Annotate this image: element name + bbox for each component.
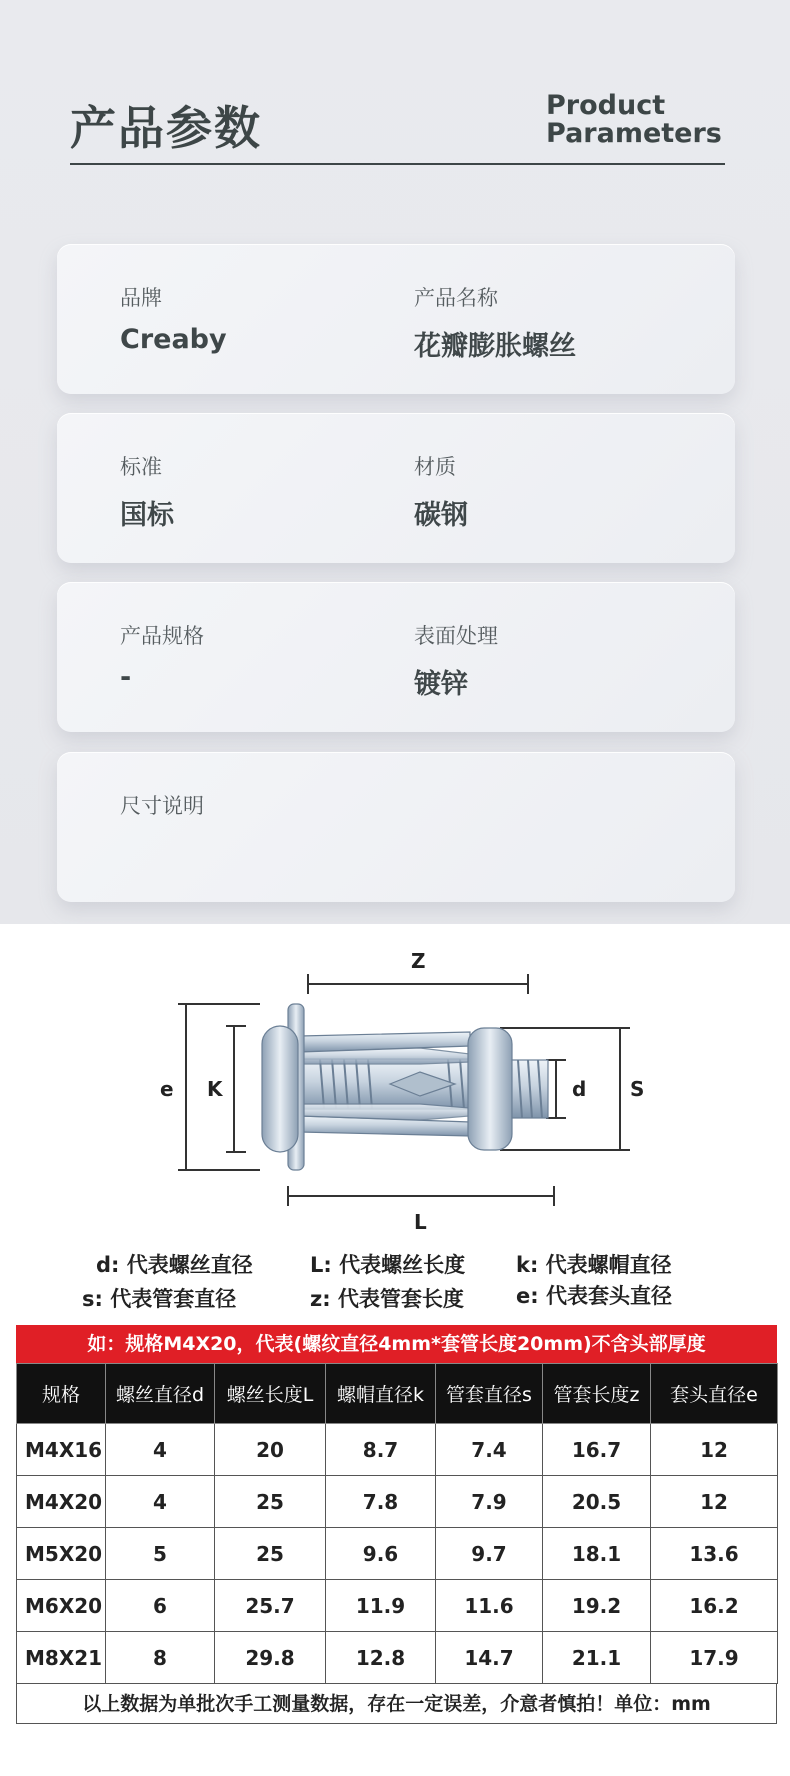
table-cell: 29.8: [215, 1632, 326, 1684]
spec-table: [16, 1363, 778, 1684]
param-size-note: [120, 790, 204, 820]
param-material: [414, 451, 468, 532]
column-header: 管套长度z: [543, 1364, 651, 1424]
title-divider: [70, 163, 725, 165]
table-cell: 19.2: [543, 1580, 651, 1632]
table-header-row: [17, 1364, 778, 1424]
param-label: 尺寸说明: [120, 794, 204, 818]
legend-d: d: 代表螺丝直径: [96, 1253, 253, 1277]
param-label: 产品规格: [120, 624, 204, 648]
legend-k: k: 代表螺帽直径: [516, 1253, 672, 1277]
param-card-spec: [57, 582, 735, 732]
dim-k-label: K: [207, 1077, 223, 1101]
table-cell: 12: [651, 1476, 778, 1528]
param-label: 品牌: [120, 286, 162, 310]
table-cell: 12: [651, 1424, 778, 1476]
param-label: 标准: [120, 455, 162, 479]
table-cell: M4X16: [17, 1424, 106, 1476]
table-cell: 7.4: [436, 1424, 543, 1476]
param-value: 镀锌: [414, 669, 468, 700]
table-cell: M4X20: [17, 1476, 106, 1528]
column-header: 管套直径s: [436, 1364, 543, 1424]
spec-table-section: [16, 1325, 777, 1724]
dim-s-label: S: [630, 1077, 645, 1101]
column-header: 螺帽直径k: [326, 1364, 436, 1424]
table-cell: 5: [106, 1528, 215, 1580]
table-cell: 17.9: [651, 1632, 778, 1684]
column-header: 套头直径e: [651, 1364, 778, 1424]
table-cell: 25: [215, 1476, 326, 1528]
table-cell: 11.9: [326, 1580, 436, 1632]
column-header: 螺丝直径d: [106, 1364, 215, 1424]
param-spec: [120, 620, 204, 693]
bolt-illustration: [0, 924, 790, 1304]
param-value: Creaby: [120, 324, 227, 355]
spec-note-bar: 如：规格M4X20，代表(螺纹直径4mm*套管长度20mm)不含头部厚度: [16, 1325, 777, 1363]
param-card-standard: [57, 413, 735, 563]
param-brand: [120, 282, 227, 355]
title-en-line2: Parameters: [546, 118, 722, 149]
legend-e: e: 代表套头直径: [516, 1284, 672, 1308]
table-cell: M5X20: [17, 1528, 106, 1580]
param-card-size: [57, 752, 735, 902]
table-cell: 12.8: [326, 1632, 436, 1684]
table-row: [17, 1476, 778, 1528]
table-footer-note: 以上数据为单批次手工测量数据，存在一定误差，介意者慎拍！单位：mm: [16, 1684, 777, 1724]
table-cell: 21.1: [543, 1632, 651, 1684]
table-cell: M8X21: [17, 1632, 106, 1684]
param-product-name: [414, 282, 576, 363]
table-cell: 8: [106, 1632, 215, 1684]
param-value: 碳钢: [414, 500, 468, 531]
table-cell: 4: [106, 1424, 215, 1476]
table-cell: 20.5: [543, 1476, 651, 1528]
table-cell: 9.6: [326, 1528, 436, 1580]
section-title-english: [546, 92, 724, 148]
table-cell: 9.7: [436, 1528, 543, 1580]
table-cell: 6: [106, 1580, 215, 1632]
dimension-diagram: [0, 924, 790, 1311]
table-cell: 13.6: [651, 1528, 778, 1580]
column-header: 规格: [17, 1364, 106, 1424]
legend-l: L: 代表螺丝长度: [310, 1253, 466, 1277]
table-cell: 25.7: [215, 1580, 326, 1632]
table-cell: 16.7: [543, 1424, 651, 1476]
legend-s: s: 代表管套直径: [82, 1287, 237, 1311]
table-row: [17, 1424, 778, 1476]
legend-z: z: 代表管套长度: [310, 1287, 464, 1311]
param-surface: [414, 620, 498, 701]
table-cell: 14.7: [436, 1632, 543, 1684]
param-label: 产品名称: [414, 286, 498, 310]
param-label: 材质: [414, 455, 456, 479]
dim-z-label: Z: [411, 949, 426, 973]
table-cell: M6X20: [17, 1580, 106, 1632]
param-label: 表面处理: [414, 624, 498, 648]
table-cell: 20: [215, 1424, 326, 1476]
title-en-line1: Product: [546, 90, 666, 121]
table-cell: 11.6: [436, 1580, 543, 1632]
param-value: -: [120, 662, 132, 693]
table-row: [17, 1528, 778, 1580]
column-header: 螺丝长度L: [215, 1364, 326, 1424]
param-card-brand: [57, 244, 735, 394]
table-cell: 4: [106, 1476, 215, 1528]
table-row: [17, 1632, 778, 1684]
param-standard: [120, 451, 174, 532]
table-cell: 7.9: [436, 1476, 543, 1528]
table-cell: 7.8: [326, 1476, 436, 1528]
section-title: 产品参数: [70, 101, 262, 155]
table-cell: 25: [215, 1528, 326, 1580]
table-cell: 8.7: [326, 1424, 436, 1476]
dim-d-label: d: [572, 1077, 587, 1101]
param-value: 国标: [120, 500, 174, 531]
dim-e-label: e: [160, 1077, 174, 1101]
table-cell: 16.2: [651, 1580, 778, 1632]
table-row: [17, 1580, 778, 1632]
table-cell: 18.1: [543, 1528, 651, 1580]
dim-l-label: L: [414, 1210, 427, 1234]
param-value: 花瓣膨胀螺丝: [414, 331, 576, 362]
